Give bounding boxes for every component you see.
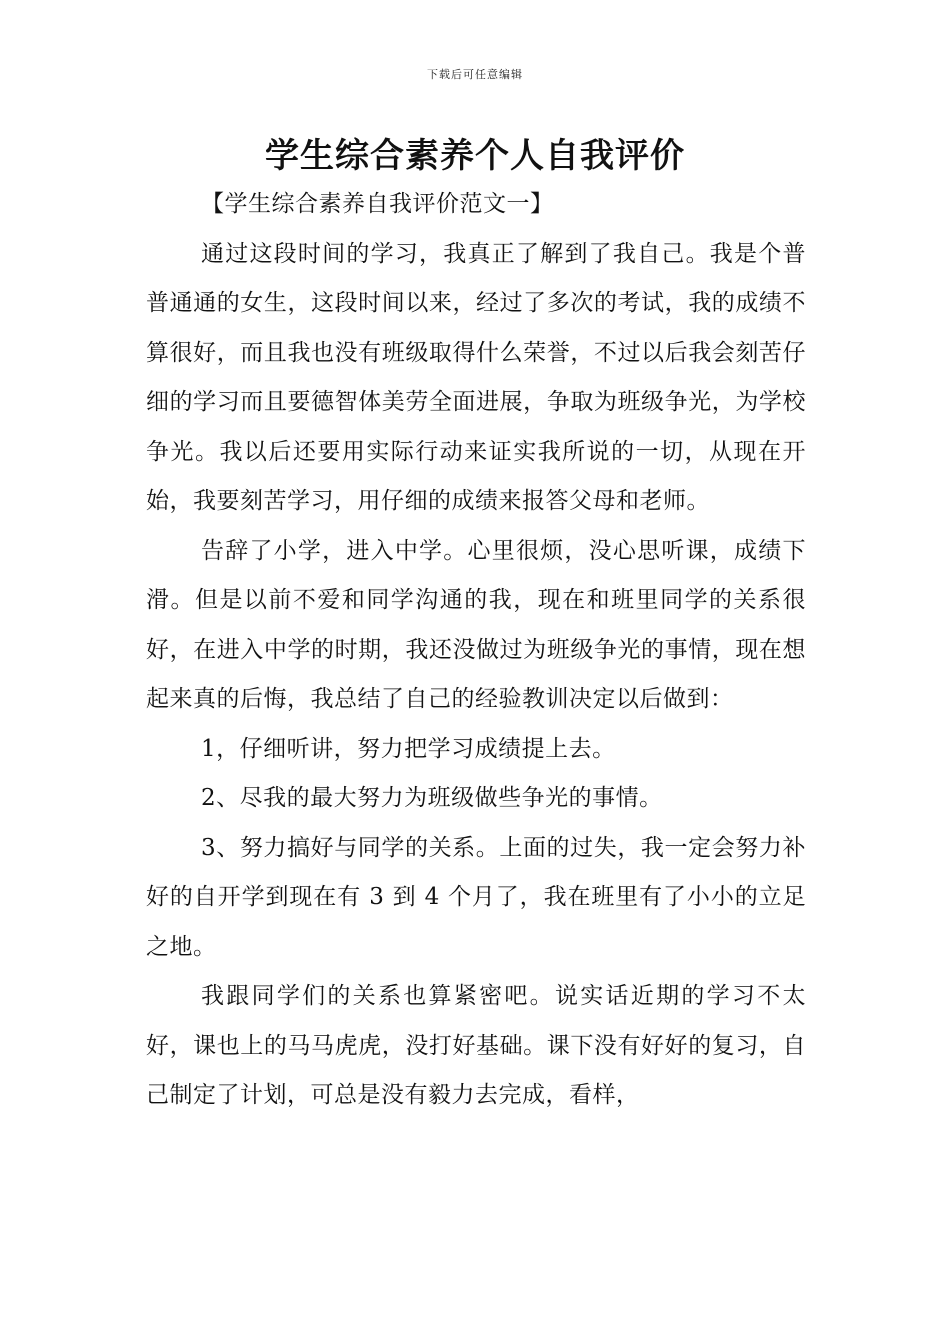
- list-item: 2、尽我的最大努力为班级做些争光的事情。: [201, 785, 663, 811]
- section-subheading: 【学生综合素养自我评价范文一】: [201, 191, 554, 217]
- document-body: [146, 180, 806, 1121]
- list-item: 1，仔细听讲，努力把学习成绩提上去。: [201, 735, 616, 762]
- list-item: 3、努力搞好与同学的关系。上面的过失，我一定会努力补好的自开学到现在有 3 到 4 个月了，我在班里有了小小的立足之地。: [146, 834, 806, 960]
- paragraph: 通过这段时间的学习，我真正了解到了我自己。我是个普普通通的女生，这段时间以来，经过了多次的考试，我的成绩不算很好，而且我也没有班级取得什么荣誉，不过以后我会刻苦仔细的学习而且要德智体美劳全面进展，争取为班级争光，为学校争光。我以后还要用实际行动来证实我所说的一切，从现在开始，我要刻苦学习，用仔细的成绩来报答父母和老师。: [146, 240, 806, 514]
- paragraph: 我跟同学们的关系也算紧密吧。说实话近期的学习不太好，课也上的马马虎虎，没打好基础。课下没有好好的复习，自己制定了计划，可总是没有毅力去完成，看样，: [146, 983, 806, 1108]
- document-title: 学生综合素养个人自我评价: [265, 136, 685, 176]
- page-header-note: 下载后可任意编辑: [427, 68, 523, 81]
- paragraph: 告辞了小学，进入中学。心里很烦，没心思听课，成绩下滑。但是以前不爱和同学沟通的我，现在和班里同学的关系很好，在进入中学的时期，我还没做过为班级争光的事情，现在想起来真的后悔，我总结了自己的经验教训决定以后做到：: [146, 537, 806, 712]
